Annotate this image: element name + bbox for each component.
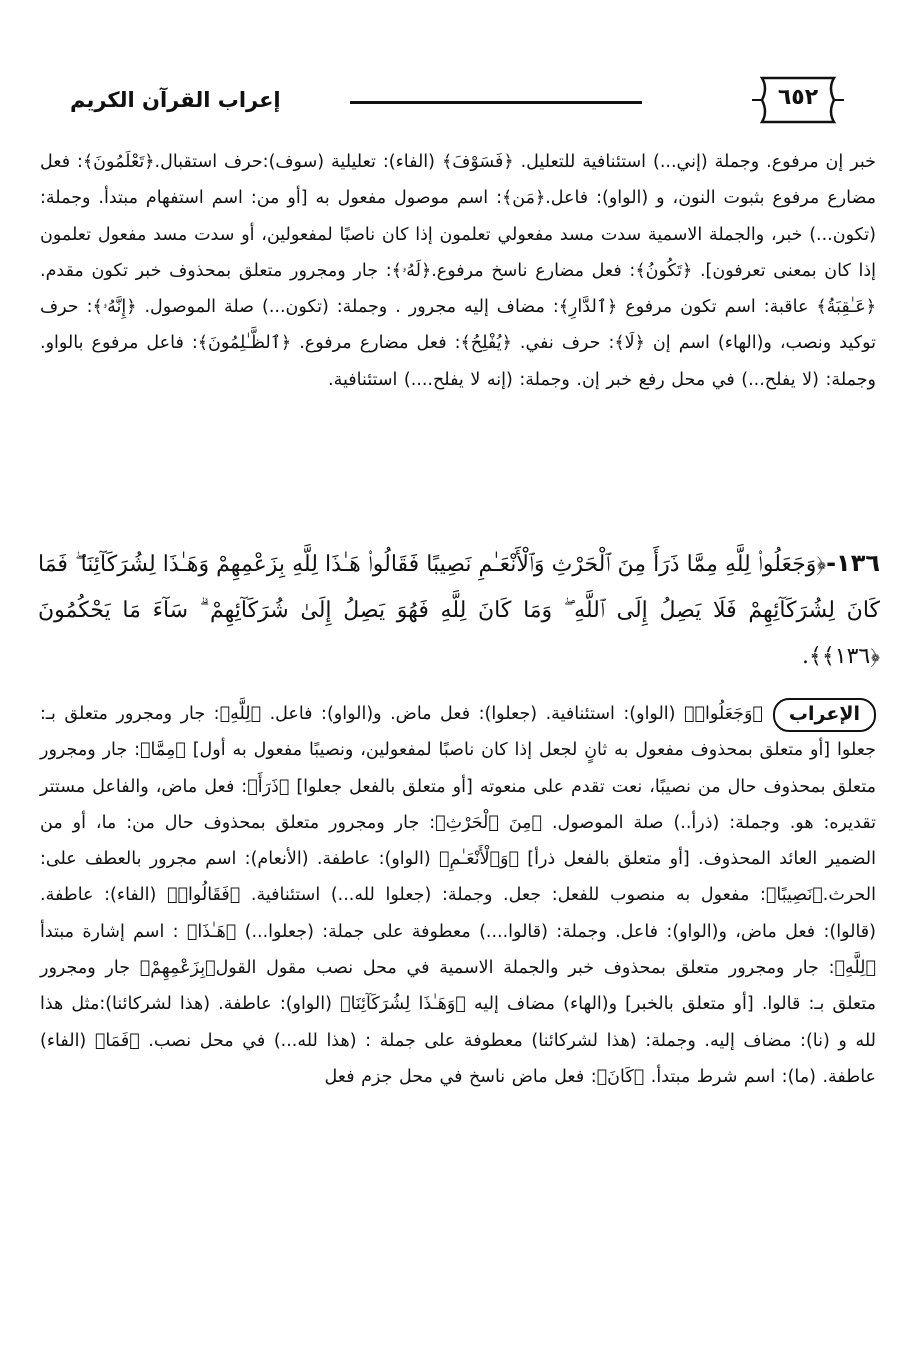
commentary-paragraph-top: خبر إن مرفوع. وجملة (إني...) استئنافية للتعليل. ﴿فَسَوْفَ﴾ (الفاء): تعليلية (سوف):حرف استقبال.﴿تَعْلَمُونَ﴾: فعل مضارع مرفوع بثبوت النون، و (الواو): فاعل.﴿مَن﴾: اسم موصول مفعول به [أو من: اسم استفهام مبتدأ. وجملة: (تكون...) خبر، والجملة الاسمية سدت مسد مفعولي تعلمون إذا كان ناصبًا لمفعولين، أو سدت مسد مفعول تعلمون إذا كان بمعنى تعرفون]. ﴿تَكُونُ﴾: فعل مضارع ناسخ مرفوع.﴿لَهُۥ﴾: جار ومجرور متعلق بمحذوف خبر تكون مقدم. ﴿عَـٰقِبَةُ﴾ عاقبة: اسم تكون مرفوع ﴿ٱلدَّارِ﴾: مضاف إليه مجرور . وجملة: (تكون...) صلة الموصول. ﴿إِنَّهُۥ﴾: حرف توكيد ونصب، و(الهاء) اسم إن ﴿لَا﴾: حرف نفي. ﴿يُفْلِحُ﴾: فعل مضارع مرفوع. ﴿ٱلظَّـٰلِمُونَ﴾: فاعل مرفوع بالواو. وجملة: (لا يفلح...) في محل رفع خبر إن. وجملة: (إنه لا يفلح....) استئنافية. [40, 152, 876, 390]
page-number-badge [748, 74, 848, 126]
iraab-section [40, 696, 876, 1095]
book-title: إعراب القرآن الكريم [70, 88, 281, 112]
page-number: ٦٥٢ [777, 85, 819, 110]
iraab-text: ﴿وَجَعَلُوا۟﴾ (الواو): استئنافية. (جعلوا): فعل ماض. و(الواو): فاعل. ﴿لِلَّهِ﴾: جار ومجرور متعلق بـ: جعلوا [أو متعلق بمحذوف مفعول به ثانٍ لجعل إذا كان ناصبًا لمفعولين، ونصيبًا مفعول به أول] ﴿مِمَّا﴾: جار ومجرور متعلق بمحذوف حال من نصيبًا، نعت تقدم على منعوته [أو متعلق بالفعل جعلوا] ﴿ذَرَأَ﴾: فعل ماض، والفاعل مستتر تقديره: هو. وجملة: (ذرأ..) صلة الموصول. ﴿مِنَ ٱلْحَرْثِ﴾: جار ومجرور متعلق بمحذوف حال من: ما، أو من الضمير العائد المحذوف. [أو متعلق بالفعل ذرأ] ﴿وَٱلْأَنْعَـٰمِ﴾ (الواو): عاطفة. (الأنعام): اسم مجرور بالعطف على: الحرث.﴿نَصِيبًا﴾: مفعول به منصوب للفعل: جعل. وجملة: (جعلوا لله...) استئنافية. ﴿فَقَالُوا۟﴾ (الفاء): عاطفة. (قالوا): فعل ماض، و(الواو): فاعل. وجملة: (قالوا....) معطوفة على جملة: (جعلوا...) ﴿هَـٰذَا﴾ : اسم إشارة مبتدأ ﴿لِلَّهِ﴾: جار ومجرور متعلق بمحذوف خبر والجملة الاسمية في محل نصب مقول القول﴿بِزَعْمِهِمْ﴾ جار ومجرور متعلق بـ: قالوا. [أو متعلق بالخبر] و(الهاء) مضاف إليه ﴿وَهَـٰذَا لِشُرَكَآئِنَا﴾ (الواو): عاطفة. (هذا لشركائنا):مثل هذا لله و (نا): مضاف إليه. وجملة: (هذا لشركائنا) معطوفة على جملة : (هذا لله...) في محل نصب. ﴿فَمَا﴾ (الفاء) عاطفة. (ما): اسم شرط مبتدأ. ﴿كَانَ﴾: فعل ماض ناسخ في محل جزم فعل [40, 704, 876, 1087]
verse-text: ﴿وَجَعَلُوا۟ لِلَّهِ مِمَّا ذَرَأَ مِنَ ٱلْحَرْثِ وَٱلْأَنْعَـٰمِ نَصِيبًا فَقَالُوا۟ هَـٰذَا لِلَّهِ بِزَعْمِهِمْ وَهَـٰذَا لِشُرَكَآئِنَا ۖ فَمَا كَانَ لِشُرَكَآئِهِمْ فَلَا يَصِلُ إِلَى ٱللَّهِ ۖ وَمَا كَانَ لِلَّهِ فَهُوَ يَصِلُ إِلَىٰ شُرَكَآئِهِمْ ۗ سَآءَ مَا يَحْكُمُونَ ﴿١٣٦﴾﴾. [38, 552, 880, 669]
page-header [70, 74, 848, 132]
quran-verse [38, 540, 880, 680]
verse-number-separator: - [826, 549, 837, 577]
verse-number: ١٣٦ [836, 549, 880, 577]
iraab-label-badge: الإعراب [773, 698, 876, 732]
header-divider [350, 101, 642, 104]
